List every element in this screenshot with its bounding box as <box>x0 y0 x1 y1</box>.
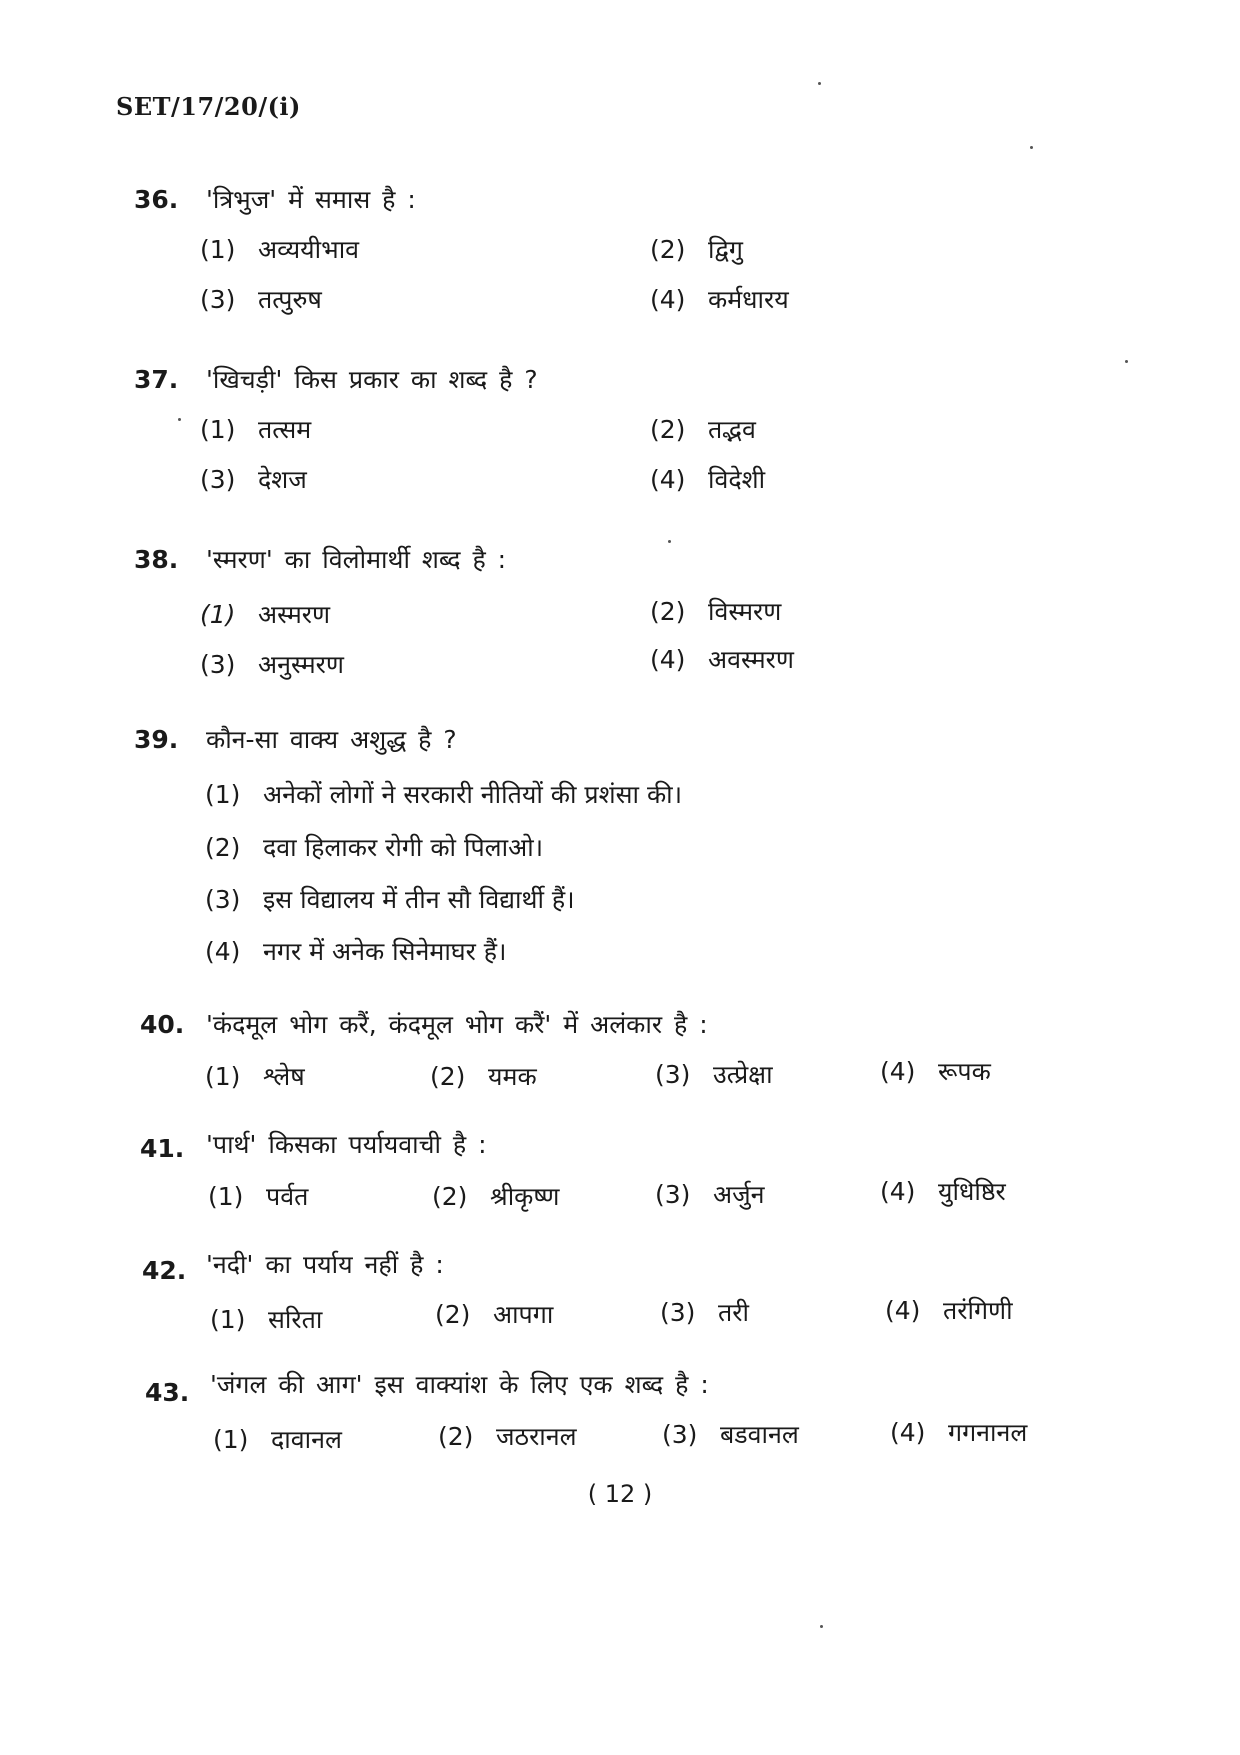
option-4 <box>650 460 765 500</box>
option-text: युधिष्ठिर <box>938 1177 1006 1206</box>
question-header <box>0 1365 1240 1405</box>
option-1 <box>205 1057 305 1097</box>
question-text: 'कंदमूल भोग करैं, कंदमूल भोग करैं' में अलंकार है : <box>206 1010 708 1039</box>
option-1 <box>208 1177 308 1217</box>
option-number: (1) <box>210 1305 246 1334</box>
option-text: विस्मरण <box>708 597 782 626</box>
option-1 <box>200 595 330 635</box>
option-2 <box>435 1295 553 1335</box>
option-number: (4) <box>890 1418 926 1447</box>
option-1 <box>210 1300 322 1340</box>
scan-speck <box>178 418 181 421</box>
option-text: नगर में अनेक सिनेमाघर हैं। <box>263 937 507 966</box>
option-text: द्विगु <box>708 235 743 264</box>
page-number: ( 12 ) <box>587 1480 653 1508</box>
option-number: (4) <box>880 1057 916 1086</box>
option-number: (2) <box>430 1062 466 1091</box>
option-text: अव्ययीभाव <box>258 235 360 264</box>
option-number: (3) <box>655 1180 691 1209</box>
option-number: (3) <box>200 285 236 314</box>
option-3 <box>200 280 322 320</box>
option-4 <box>650 640 794 680</box>
option-number: (4) <box>205 937 241 966</box>
option-text: तरी <box>718 1298 749 1327</box>
option-3 <box>660 1293 749 1333</box>
option-text: दवा हिलाकर रोगी को पिलाओ। <box>263 833 544 862</box>
option-number: (2) <box>435 1300 471 1329</box>
option-3 <box>662 1415 799 1455</box>
question-text: 'खिचड़ी' किस प्रकार का शब्द है ? <box>206 365 538 394</box>
option-text: कर्मधारय <box>708 285 789 314</box>
option-text: अस्मरण <box>258 600 331 629</box>
option-text: यमक <box>488 1062 537 1091</box>
question-number: 38. <box>134 545 179 574</box>
option-text: आपगा <box>493 1300 554 1329</box>
option-text: तत्सम <box>258 415 312 444</box>
option-4 <box>205 932 507 972</box>
question-number: 37. <box>134 365 179 394</box>
option-number: (1) <box>205 780 241 809</box>
option-text: विदेशी <box>708 465 766 494</box>
option-number: (4) <box>650 465 686 494</box>
question-header <box>0 1245 1240 1285</box>
option-2 <box>650 230 743 270</box>
option-text: श्लेष <box>263 1062 305 1091</box>
option-1 <box>205 775 682 815</box>
option-number: (2) <box>205 833 241 862</box>
option-2 <box>438 1417 577 1457</box>
question-text: 'नदी' का पर्याय नहीं है : <box>206 1250 444 1279</box>
option-number: (1) <box>205 1062 241 1091</box>
option-number: (3) <box>655 1060 691 1089</box>
option-4 <box>880 1052 991 1092</box>
option-text: गगनानल <box>948 1418 1028 1447</box>
option-text: बडवानल <box>720 1420 799 1449</box>
question-header <box>0 180 1240 220</box>
question-number: 36. <box>134 185 179 214</box>
option-number: (1) <box>213 1425 249 1454</box>
option-2 <box>430 1057 537 1097</box>
option-4 <box>885 1291 1013 1331</box>
option-number: (3) <box>205 885 241 914</box>
question-header <box>0 360 1240 400</box>
option-1 <box>213 1420 342 1460</box>
option-text: इस विद्यालय में तीन सौ विद्यार्थी हैं। <box>263 885 575 914</box>
question-number: 39. <box>134 725 179 754</box>
option-text: अवस्मरण <box>708 645 794 674</box>
question-number: 41. <box>140 1134 185 1163</box>
option-number: (4) <box>650 645 686 674</box>
option-text: रूपक <box>938 1057 991 1086</box>
option-2 <box>650 592 781 632</box>
option-4 <box>650 280 789 320</box>
option-3 <box>205 880 575 920</box>
option-2 <box>650 410 756 450</box>
option-number: (2) <box>650 415 686 444</box>
option-3 <box>200 460 307 500</box>
option-text: उत्प्रेक्षा <box>713 1060 773 1089</box>
option-4 <box>890 1413 1027 1453</box>
scan-speck <box>818 82 821 85</box>
question-header <box>0 1005 1240 1045</box>
option-3 <box>655 1055 773 1095</box>
option-text: सरिता <box>268 1305 323 1334</box>
option-text: तत्पुरुष <box>258 285 322 314</box>
option-text: अनुस्मरण <box>258 650 344 679</box>
question-header <box>0 1125 1240 1165</box>
option-number: (2) <box>438 1422 474 1451</box>
option-number: (2) <box>650 235 686 264</box>
option-number: (3) <box>200 650 236 679</box>
scan-speck <box>1030 146 1033 149</box>
option-text: तरंगिणी <box>943 1296 1013 1325</box>
option-text: अर्जुन <box>713 1180 765 1209</box>
scan-speck <box>668 540 671 543</box>
option-number: (1) <box>200 235 236 264</box>
option-1 <box>200 230 359 270</box>
question-text: 'स्मरण' का विलोमार्थी शब्द है : <box>206 545 507 574</box>
option-2 <box>205 828 543 868</box>
option-3 <box>655 1175 765 1215</box>
option-number: (3) <box>660 1298 696 1327</box>
scan-speck <box>820 1625 823 1628</box>
option-text: देशज <box>258 465 307 494</box>
option-text: श्रीकृष्ण <box>490 1182 560 1211</box>
option-number: (3) <box>200 465 236 494</box>
option-number: (4) <box>880 1177 916 1206</box>
option-number: (1) <box>208 1182 244 1211</box>
option-text: पर्वत <box>266 1182 309 1211</box>
scan-speck <box>1125 360 1128 363</box>
option-number: (3) <box>662 1420 698 1449</box>
option-3 <box>200 645 344 685</box>
option-number: (2) <box>432 1182 468 1211</box>
question-header <box>0 720 1240 760</box>
question-text: 'त्रिभुज' में समास है : <box>206 185 416 214</box>
question-header <box>0 540 1240 580</box>
question-text: कौन-सा वाक्य अशुद्ध है ? <box>206 725 457 754</box>
option-1 <box>200 410 311 450</box>
option-text: जठरानल <box>496 1422 577 1451</box>
option-number: (1) <box>200 600 236 629</box>
option-text: अनेकों लोगों ने सरकारी नीतियों की प्रशंसा की। <box>263 780 683 809</box>
option-number: (4) <box>650 285 686 314</box>
question-text: 'पार्थ' किसका पर्यायवाची है : <box>206 1130 487 1159</box>
option-text: तद्भव <box>708 415 756 444</box>
option-2 <box>432 1177 560 1217</box>
question-number: 42. <box>142 1256 187 1285</box>
question-number: 40. <box>140 1010 185 1039</box>
option-text: दावानल <box>271 1425 342 1454</box>
question-number: 43. <box>145 1378 190 1407</box>
question-text: 'जंगल की आग' इस वाक्यांश के लिए एक शब्द है : <box>210 1370 709 1399</box>
option-number: (2) <box>650 597 686 626</box>
option-number: (4) <box>885 1296 921 1325</box>
option-4 <box>880 1172 1006 1212</box>
set-code: SET/17/20/(i) <box>116 92 301 121</box>
option-number: (1) <box>200 415 236 444</box>
